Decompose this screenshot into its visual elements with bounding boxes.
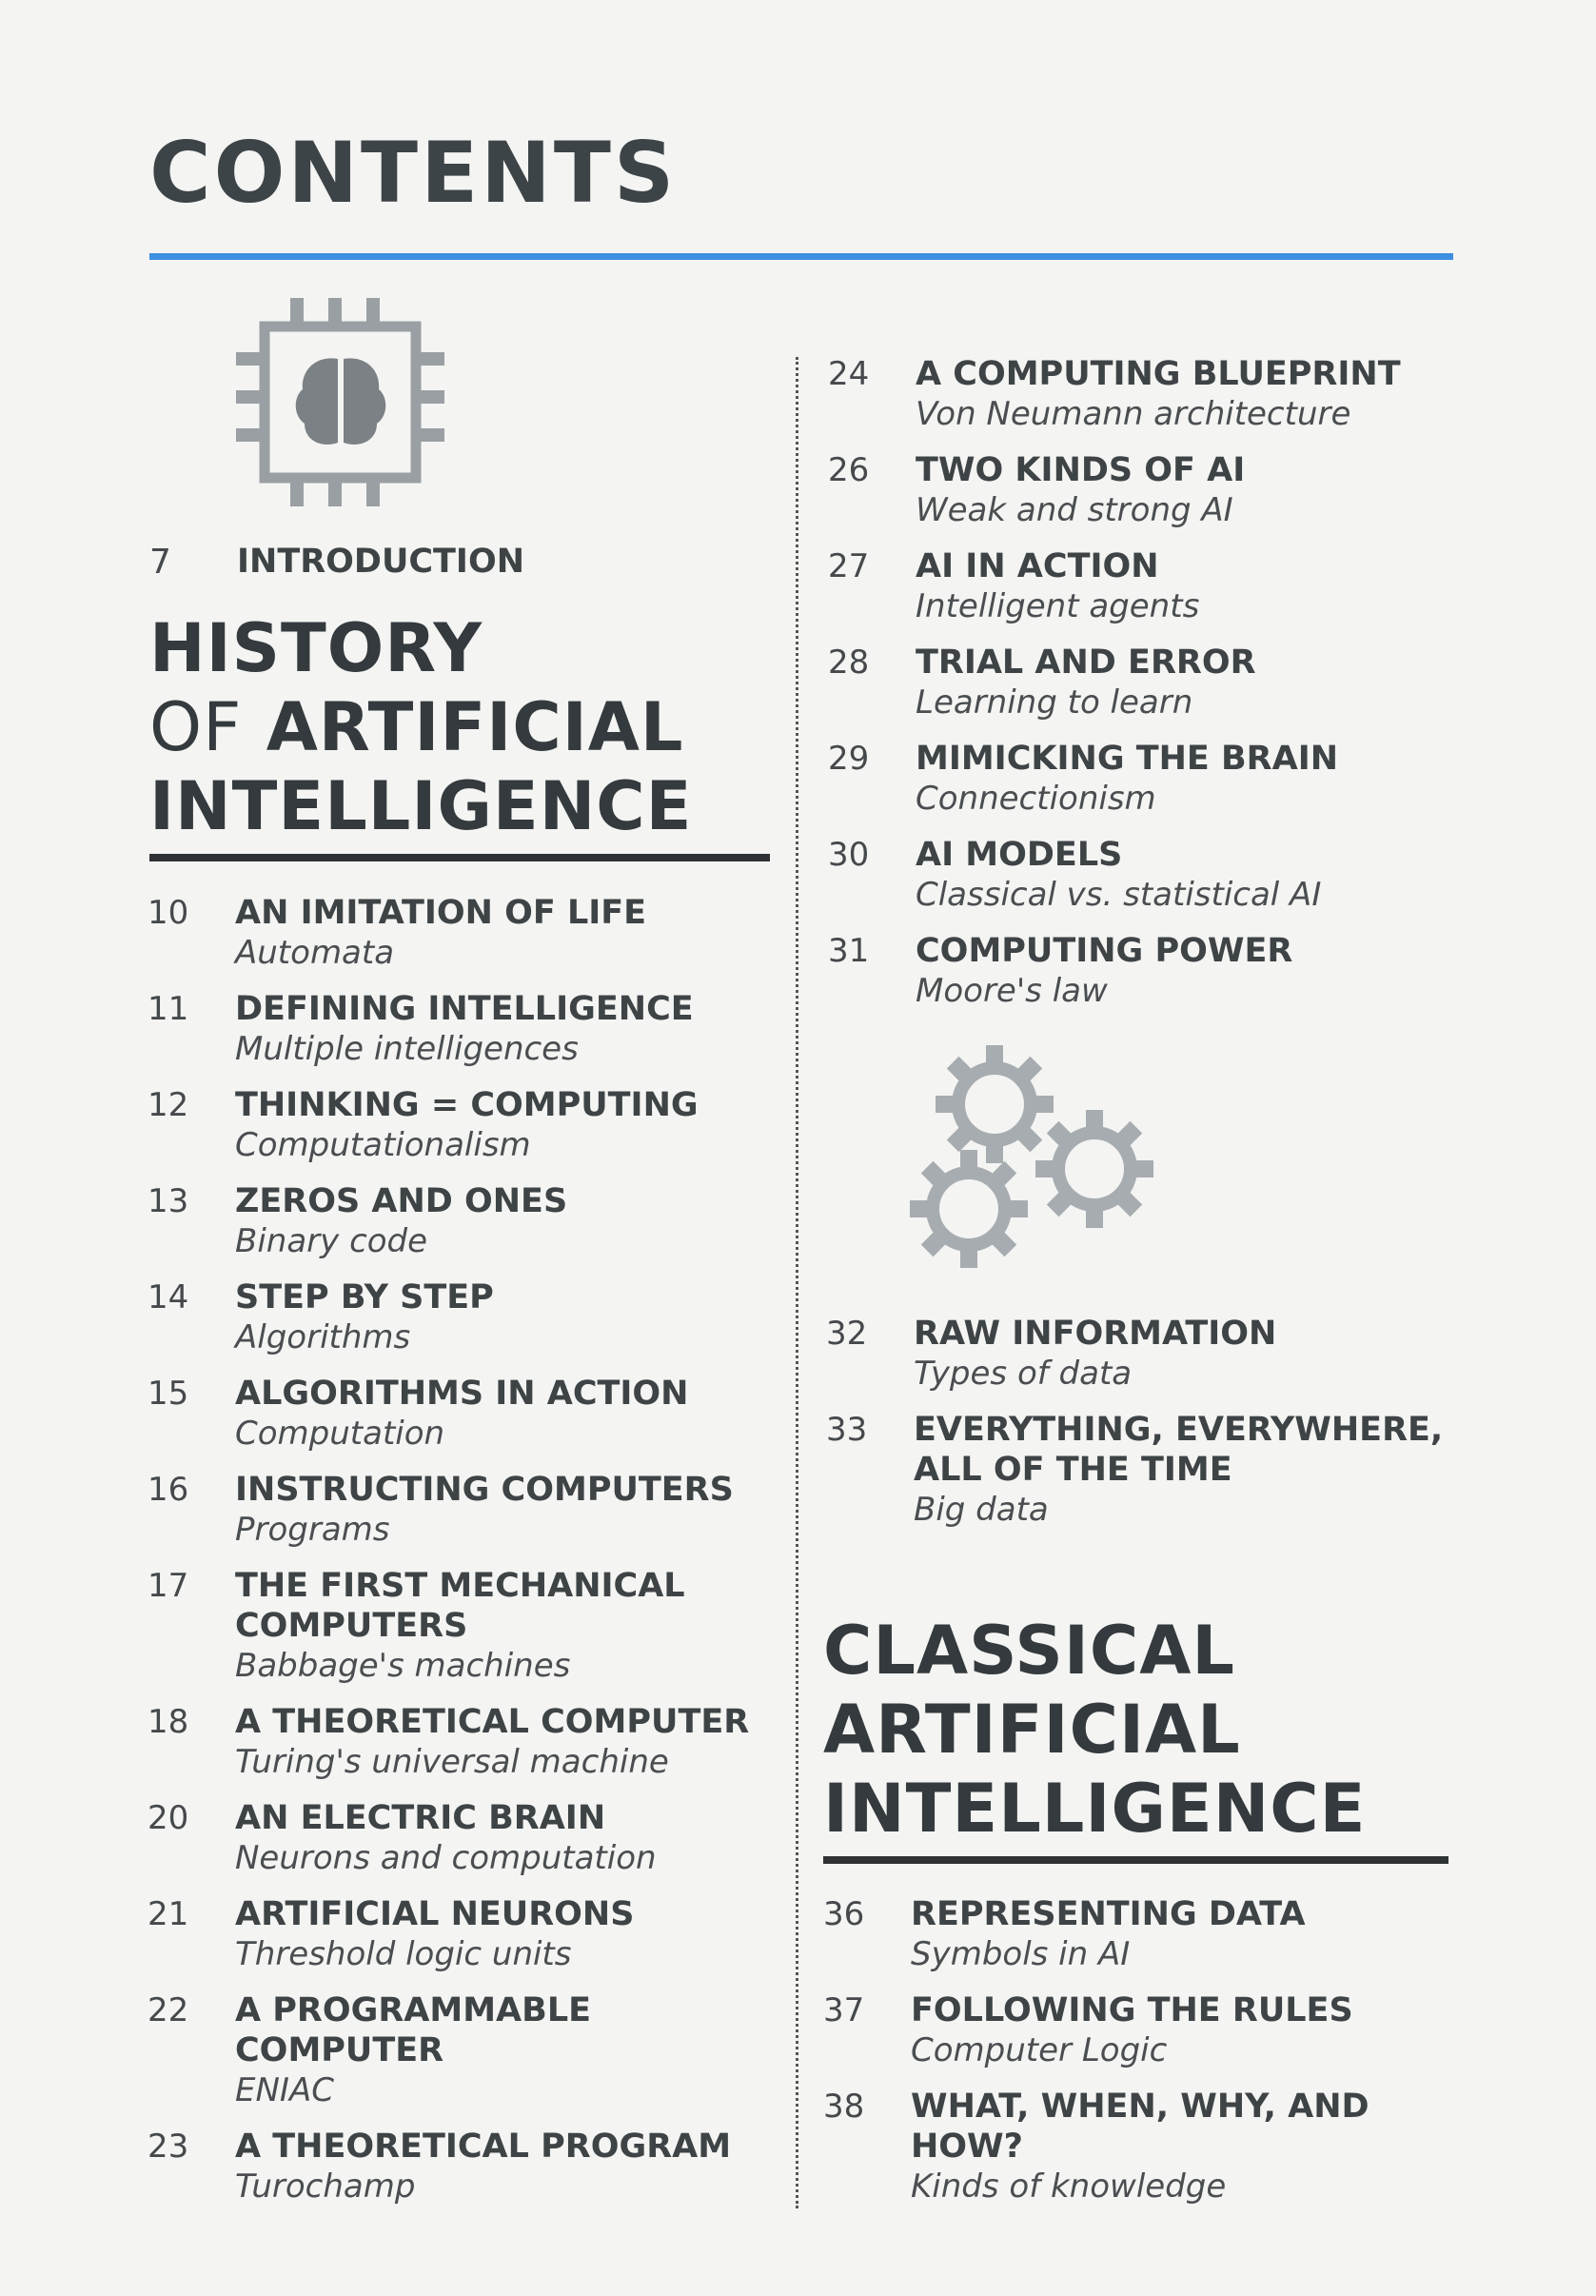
- toc-entry[interactable]: [828, 931, 1401, 1011]
- entry-subtitle: Threshold logic units: [235, 1935, 572, 1973]
- toc-entry[interactable]: [148, 1990, 749, 2110]
- toc-entry[interactable]: [826, 1410, 1443, 1530]
- toc-entry[interactable]: [828, 643, 1401, 722]
- page-number: 30: [828, 836, 870, 874]
- page-number: 24: [828, 355, 870, 393]
- toc-entry[interactable]: [148, 1798, 749, 1878]
- entry-subtitle: Turing's universal machine: [235, 1743, 669, 1781]
- entry-subtitle: Algorithms: [235, 1318, 411, 1356]
- entry-title: THINKING = COMPUTING: [235, 1086, 699, 1124]
- toc-entry[interactable]: [148, 1894, 749, 1974]
- heading-line: INTELLIGENCE: [823, 1770, 1367, 1848]
- entry-title: WHAT, WHEN, WHY, AND: [911, 2088, 1369, 2126]
- toc-entry[interactable]: [823, 2087, 1369, 2207]
- page-number: 16: [148, 1471, 189, 1509]
- page-number: 14: [148, 1278, 189, 1316]
- entry-title: STEP BY STEP: [235, 1278, 494, 1316]
- section-rule: [149, 854, 770, 861]
- entry-subtitle: Intelligent agents: [916, 587, 1200, 625]
- page-number: 36: [823, 1895, 865, 1933]
- page-number: 32: [826, 1315, 868, 1353]
- entry-title: FOLLOWING THE RULES: [911, 1991, 1353, 2029]
- toc-entry[interactable]: [148, 1470, 749, 1550]
- entry-subtitle: Classical vs. statistical AI: [916, 876, 1322, 914]
- heading-word-bold: ARTIFICIAL: [266, 688, 684, 766]
- entry-title: THE FIRST MECHANICAL: [235, 1567, 685, 1605]
- section-heading-classical: [823, 1612, 1367, 1849]
- entry-subtitle: Learning to learn: [916, 683, 1193, 722]
- page-number: 13: [148, 1182, 189, 1220]
- entry-title: EVERYTHING, EVERYWHERE,: [914, 1411, 1444, 1449]
- page-number: 26: [828, 451, 870, 489]
- entry-title: A THEORETICAL COMPUTER: [235, 1703, 750, 1741]
- entry-subtitle: Computation: [235, 1415, 445, 1453]
- page-number: 23: [148, 2128, 189, 2166]
- page-number: 12: [148, 1086, 189, 1124]
- entry-title: RAW INFORMATION: [914, 1315, 1277, 1353]
- entry-subtitle: Big data: [914, 1491, 1049, 1529]
- entry-title: ARTIFICIAL NEURONS: [235, 1895, 635, 1933]
- toc-right-column-bottom: [823, 1894, 1369, 2223]
- page-number: 31: [828, 932, 870, 970]
- entry-subtitle: Programs: [235, 1511, 390, 1549]
- page-number: 18: [148, 1703, 189, 1741]
- toc-entry[interactable]: [148, 1702, 749, 1782]
- toc-right-column-middle: [826, 1314, 1443, 1546]
- entry-subtitle: Connectionism: [916, 780, 1156, 818]
- page-number: 27: [828, 547, 870, 585]
- page-number: 38: [823, 2088, 865, 2126]
- entry-title: AN ELECTRIC BRAIN: [235, 1799, 606, 1837]
- toc-entry[interactable]: [828, 739, 1401, 819]
- heading-line: HISTORY: [149, 609, 483, 687]
- page-number: 33: [826, 1411, 868, 1449]
- entry-title-continued: COMPUTER: [235, 2031, 444, 2069]
- entry-subtitle: Computationalism: [235, 1126, 531, 1164]
- toc-entry[interactable]: [148, 2127, 749, 2207]
- entry-subtitle: Moore's law: [916, 972, 1108, 1010]
- toc-entry[interactable]: [148, 1085, 749, 1165]
- gears-icon: [904, 1028, 1171, 1276]
- entry-subtitle: Automata: [235, 934, 395, 972]
- entry-title: COMPUTING POWER: [916, 932, 1293, 970]
- entry-title-continued: HOW?: [911, 2128, 1023, 2166]
- entry-subtitle: Weak and strong AI: [916, 491, 1233, 529]
- entry-subtitle: Multiple intelligences: [235, 1030, 579, 1068]
- page-number: 11: [148, 990, 189, 1028]
- section-rule: [823, 1856, 1448, 1864]
- heading-line: CLASSICAL: [823, 1612, 1236, 1690]
- entry-title: TRIAL AND ERROR: [916, 643, 1256, 682]
- entry-title: REPRESENTING DATA: [911, 1895, 1306, 1933]
- page-number: 37: [823, 1991, 865, 2029]
- toc-entry[interactable]: [148, 1277, 749, 1357]
- heading-line: ARTIFICIAL: [823, 1691, 1241, 1769]
- toc-entry[interactable]: [823, 1894, 1369, 1974]
- entry-title: A PROGRAMMABLE: [235, 1991, 592, 2029]
- entry-title: ALGORITHMS IN ACTION: [235, 1375, 689, 1413]
- title-rule: [149, 253, 1453, 260]
- entry-title: INTRODUCTION: [237, 543, 524, 581]
- column-divider: [796, 357, 798, 2208]
- entry-title: MIMICKING THE BRAIN: [916, 740, 1339, 778]
- entry-subtitle: Computer Logic: [911, 2031, 1168, 2069]
- entry-title: TWO KINDS OF AI: [916, 451, 1246, 489]
- toc-entry[interactable]: [148, 1566, 749, 1686]
- page-number: 29: [828, 740, 870, 778]
- entry-title: INSTRUCTING COMPUTERS: [235, 1471, 734, 1509]
- entry-title: ZEROS AND ONES: [235, 1182, 568, 1220]
- entry-title-continued: ALL OF THE TIME: [914, 1451, 1232, 1489]
- toc-entry[interactable]: [826, 1314, 1443, 1394]
- heading-word-light: OF: [149, 688, 243, 766]
- toc-right-column-top: [828, 354, 1401, 1027]
- entry-title: AI IN ACTION: [916, 547, 1159, 585]
- toc-entry[interactable]: [148, 989, 749, 1069]
- page-number: 17: [148, 1567, 189, 1605]
- toc-entry[interactable]: [828, 450, 1401, 530]
- toc-entry[interactable]: [823, 1990, 1369, 2070]
- entry-subtitle: Babbage's machines: [235, 1647, 571, 1685]
- page-number: 28: [828, 643, 870, 682]
- toc-entry[interactable]: [828, 354, 1401, 434]
- entry-subtitle: Kinds of knowledge: [911, 2167, 1227, 2206]
- entry-subtitle: Binary code: [235, 1222, 428, 1260]
- section-heading-history: [149, 609, 693, 846]
- page-number: 10: [148, 894, 189, 932]
- page-number: 22: [148, 1991, 189, 2029]
- toc-entry[interactable]: [148, 1181, 749, 1261]
- entry-subtitle: Types of data: [914, 1355, 1133, 1393]
- entry-title: AN IMITATION OF LIFE: [235, 894, 647, 932]
- entry-subtitle: ENIAC: [235, 2071, 334, 2109]
- entry-subtitle: Symbols in AI: [911, 1935, 1131, 1973]
- brain-chip-icon: [228, 290, 452, 514]
- page-number: 20: [148, 1799, 189, 1837]
- toc-entry[interactable]: [148, 893, 749, 973]
- page-title: CONTENTS: [149, 124, 678, 222]
- toc-left-column: [148, 893, 749, 2223]
- entry-title: A COMPUTING BLUEPRINT: [916, 355, 1401, 393]
- entry-title: AI MODELS: [916, 836, 1123, 874]
- page-number: 21: [148, 1895, 189, 1933]
- entry-title: A THEORETICAL PROGRAM: [235, 2128, 732, 2166]
- toc-entry[interactable]: [828, 546, 1401, 626]
- entry-subtitle: Neurons and computation: [235, 1839, 657, 1877]
- entry-subtitle: Turochamp: [235, 2167, 416, 2206]
- entry-title-continued: COMPUTERS: [235, 1607, 468, 1645]
- heading-line: INTELLIGENCE: [149, 767, 693, 845]
- page-number: 7: [149, 543, 171, 582]
- toc-entry[interactable]: [148, 1374, 749, 1454]
- toc-entry[interactable]: [828, 835, 1401, 915]
- entry-subtitle: Von Neumann architecture: [916, 395, 1351, 433]
- entry-title: DEFINING INTELLIGENCE: [235, 990, 694, 1028]
- page-number: 15: [148, 1375, 189, 1413]
